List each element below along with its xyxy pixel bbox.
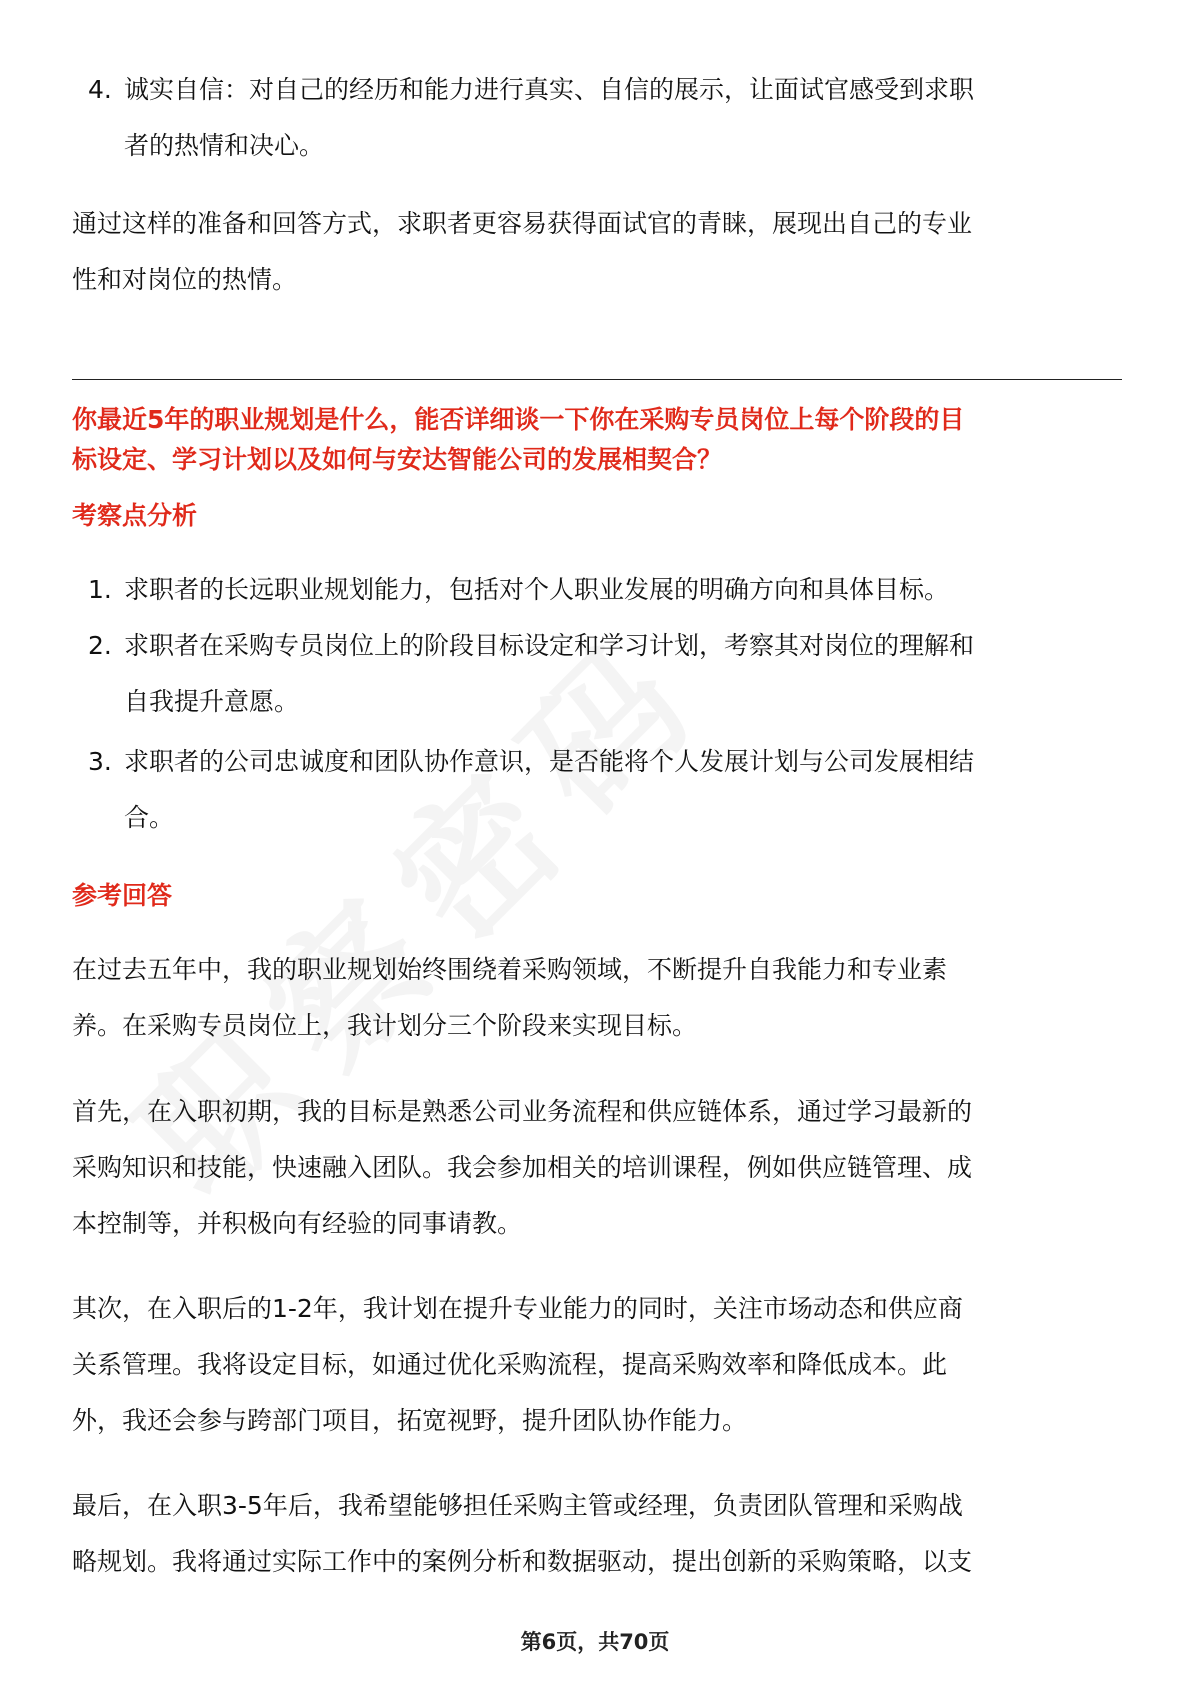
answer-paragraph <box>72 1084 1122 1252</box>
question-heading <box>72 400 1122 480</box>
paragraph-line: 外，我还会参与跨部门项目，拓宽视野，提升团队协作能力。 <box>72 1406 748 1435</box>
paragraph-line: 首先，在入职初期，我的目标是熟悉公司业务流程和供应链体系，通过学习最新的 <box>72 1097 973 1126</box>
paragraph-line: 性和对岗位的热情。 <box>72 265 298 294</box>
paragraph-line: 养。在采购专员岗位上，我计划分三个阶段来实现目标。 <box>72 1011 698 1040</box>
answer-paragraph <box>72 942 1122 1054</box>
paragraph-line: 在过去五年中，我的职业规划始终围绕着采购领域，不断提升自我能力和专业素 <box>72 955 948 984</box>
question-line: 你最近5年的职业规划是什么，能否详细谈一下你在采购专员岗位上每个阶段的目 <box>72 405 965 434</box>
list-line: 诚实自信：对自己的经历和能力进行真实、自信的展示，让面试官感受到求职 <box>124 75 975 104</box>
list-number: 4. <box>88 75 112 104</box>
list-item <box>72 618 1174 730</box>
list-item <box>72 62 1174 174</box>
page-footer: 第6页，共70页 <box>520 1630 670 1654</box>
answer-paragraph <box>72 1281 1122 1449</box>
list-line: 者的热情和决心。 <box>124 131 325 160</box>
list-item <box>72 562 1174 618</box>
list-line: 求职者在采购专员岗位上的阶段目标设定和学习计划，考察其对岗位的理解和 <box>124 631 975 660</box>
paragraph-line: 采购知识和技能，快速融入团队。我会参加相关的培训课程，例如供应链管理、成 <box>72 1153 973 1182</box>
analysis-heading: 考察点分析 <box>72 501 198 530</box>
question-line: 标设定、学习计划以及如何与安达智能公司的发展相契合？ <box>72 445 723 474</box>
answer-paragraph <box>72 1478 1122 1590</box>
paragraph-line: 通过这样的准备和回答方式，求职者更容易获得面试官的青睐，展现出自己的专业 <box>72 209 973 238</box>
list-number: 3. <box>88 747 112 776</box>
list-number: 2. <box>88 631 112 660</box>
paragraph-line: 略规划。我将通过实际工作中的案例分析和数据驱动，提出创新的采购策略，以支 <box>72 1547 973 1576</box>
list-line: 自我提升意愿。 <box>124 687 300 716</box>
list-line: 求职者的长远职业规划能力，包括对个人职业发展的明确方向和具体目标。 <box>124 575 950 604</box>
answer-heading: 参考回答 <box>72 881 173 910</box>
list-line: 求职者的公司忠诚度和团队协作意识，是否能将个人发展计划与公司发展相结 <box>124 747 975 776</box>
list-line: 合。 <box>124 803 175 832</box>
paragraph-line: 本控制等，并积极向有经验的同事请教。 <box>72 1209 523 1238</box>
section-divider <box>72 379 1122 380</box>
list-number: 1. <box>88 575 112 604</box>
summary-paragraph <box>72 196 1122 308</box>
paragraph-line: 最后，在入职3-5年后，我希望能够担任采购主管或经理，负责团队管理和采购战 <box>72 1491 963 1520</box>
list-item <box>72 734 1174 846</box>
paragraph-line: 其次，在入职后的1-2年，我计划在提升专业能力的同时，关注市场动态和供应商 <box>72 1294 963 1323</box>
paragraph-line: 关系管理。我将设定目标，如通过优化采购流程，提高采购效率和降低成本。此 <box>72 1350 948 1379</box>
